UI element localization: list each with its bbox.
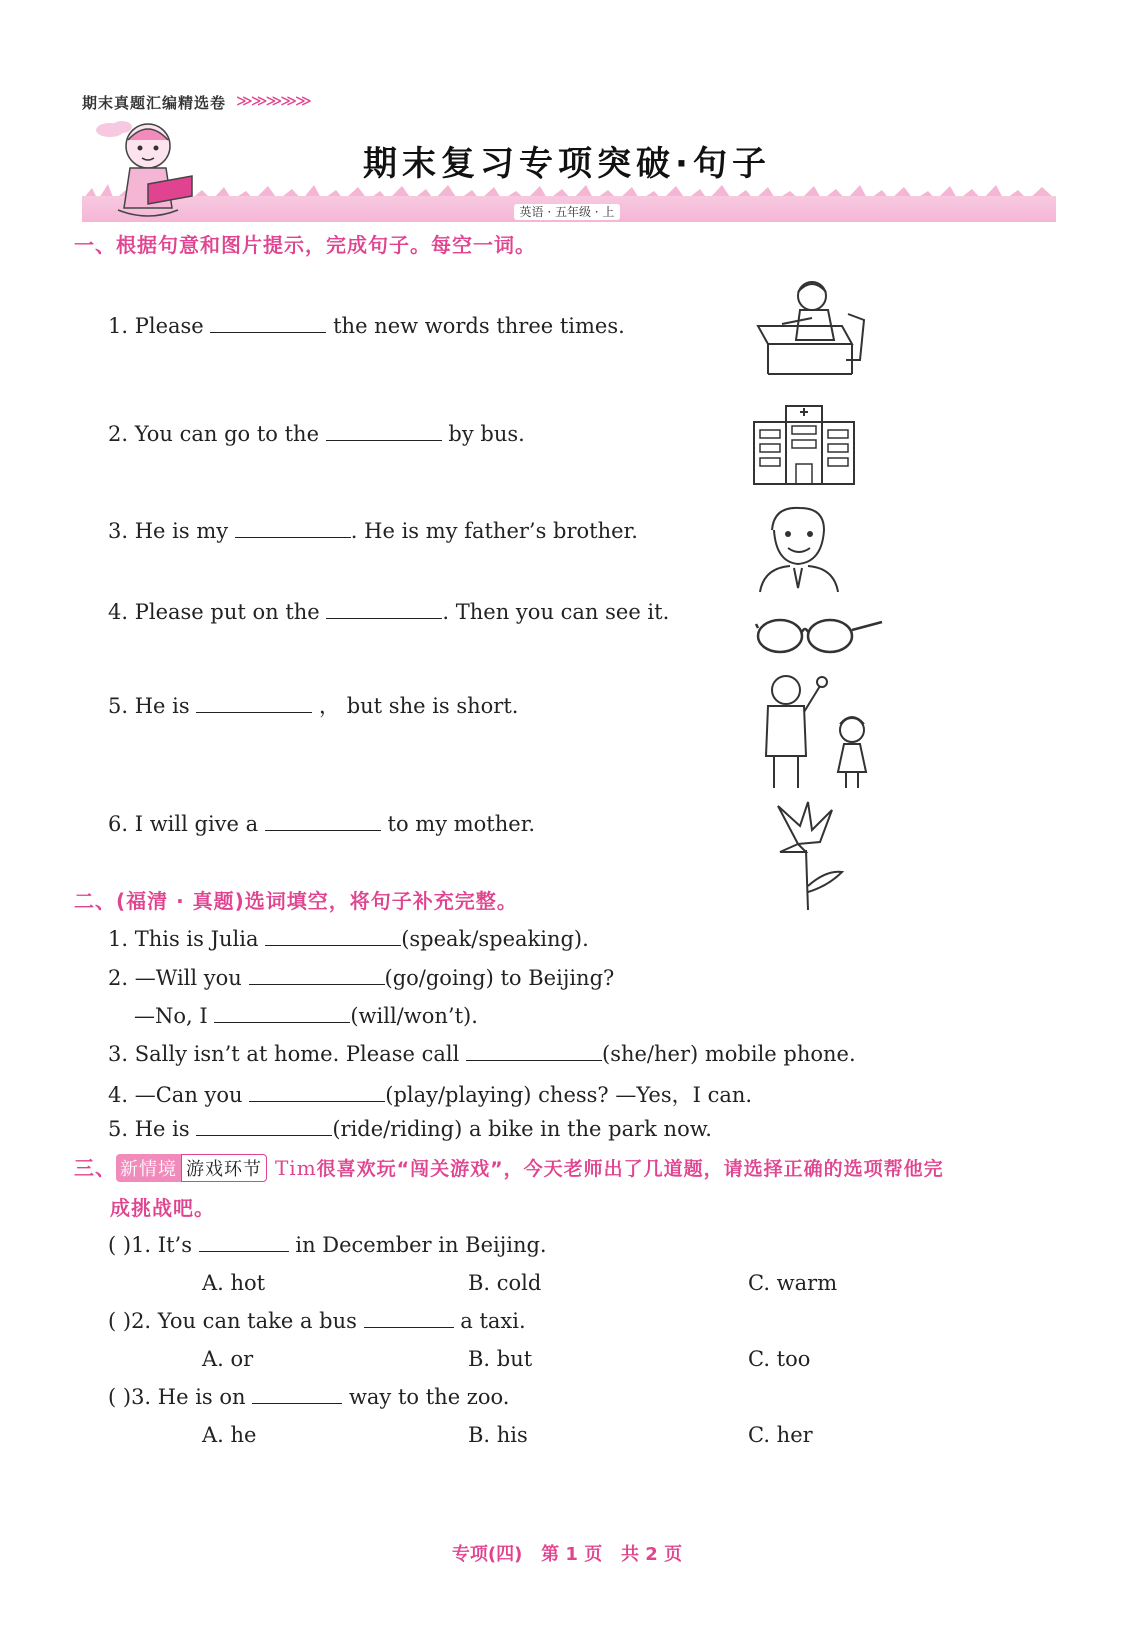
hospital-building-icon xyxy=(752,404,856,486)
s2-question-5: 5. He is (ride/riding) a bike in the park now. xyxy=(108,1117,712,1141)
answer-blank[interactable] xyxy=(199,1250,289,1252)
s3-q1-option-c[interactable]: C. warm xyxy=(748,1271,838,1295)
boy-writing-at-desk-icon xyxy=(752,274,870,386)
s3-q1-option-a[interactable]: A. hot xyxy=(202,1271,266,1295)
page-footer: 专项(四) 第 1 页 共 2 页 xyxy=(451,1544,683,1565)
answer-blank[interactable] xyxy=(210,331,326,333)
answer-blank[interactable] xyxy=(326,439,442,441)
s3-question-1: ( )1. It’s in December in Beijing. xyxy=(108,1233,547,1257)
new-context-tag: 新情境 xyxy=(116,1154,181,1182)
s2-question-1: 1. This is Julia (speak/speaking). xyxy=(108,927,589,951)
section-3-heading: 三、 新情境 游戏环节 Tim很喜欢玩“闯关游戏”，今天老师出了几道题，请选择正确的选项帮他完 xyxy=(74,1156,944,1180)
s1-question-2: 2. You can go to the by bus. xyxy=(108,422,525,446)
series-title: 期末真题汇编精选卷 xyxy=(82,94,227,112)
s2-question-4: 4. —Can you (play/playing) chess? —Yes，I can. xyxy=(108,1083,753,1107)
answer-blank[interactable] xyxy=(326,617,442,619)
answer-blank[interactable] xyxy=(196,1134,332,1136)
answer-blank[interactable] xyxy=(265,944,401,946)
s2-question-2-reply: —No, I (will/won’t). xyxy=(134,1004,478,1028)
s3-q2-option-c[interactable]: C. too xyxy=(748,1347,811,1371)
s1-question-6: 6. I will give a to my mother. xyxy=(108,812,536,836)
section-2-heading: 二、(福清 · 真题)选词填空，将句子补充完整。 xyxy=(74,889,518,913)
smiling-man-icon xyxy=(754,502,844,594)
s3-q2-option-a[interactable]: A. or xyxy=(202,1347,254,1371)
section-3-intro-continued: 成挑战吧。 xyxy=(110,1196,215,1220)
s3-q2-option-b[interactable]: B. but xyxy=(468,1347,533,1371)
s3-q3-option-a[interactable]: A. he xyxy=(202,1423,257,1447)
s3-q3-option-b[interactable]: B. his xyxy=(468,1423,528,1447)
grade-label: 英语 · 五年级 · 上 xyxy=(0,203,1134,220)
s3-question-3: ( )3. He is on way to the zoo. xyxy=(108,1385,510,1409)
flower-icon xyxy=(758,800,848,912)
s1-question-4: 4. Please put on the . Then you can see it. xyxy=(108,600,670,624)
chevron-decoration-icon: ≫≫≫≫≫ xyxy=(236,91,310,110)
answer-blank[interactable] xyxy=(249,1100,385,1102)
answer-blank[interactable] xyxy=(249,983,385,985)
s1-question-1: 1. Please the new words three times. xyxy=(108,314,625,338)
tall-man-and-short-girl-icon xyxy=(754,672,882,792)
answer-blank[interactable] xyxy=(235,536,351,538)
s1-question-3: 3. He is my . He is my father’s brother. xyxy=(108,519,638,543)
s1-question-5: 5. He is ， but she is short. xyxy=(108,694,519,718)
s3-q3-option-c[interactable]: C. her xyxy=(748,1423,813,1447)
s3-question-2: ( )2. You can take a bus a taxi. xyxy=(108,1309,526,1333)
answer-blank[interactable] xyxy=(364,1326,454,1328)
answer-blank[interactable] xyxy=(214,1021,350,1023)
s2-question-2: 2. —Will you (go/going) to Beijing? xyxy=(108,966,615,990)
s2-question-3: 3. Sally isn’t at home. Please call (she/her) mobile phone. xyxy=(108,1042,856,1066)
answer-blank[interactable] xyxy=(265,829,381,831)
answer-blank[interactable] xyxy=(466,1059,602,1061)
game-stage-tag: 游戏环节 xyxy=(181,1154,267,1182)
section-1-heading: 一、根据句意和图片提示，完成句子。每空一词。 xyxy=(74,233,536,257)
s3-q1-option-b[interactable]: B. cold xyxy=(468,1271,542,1295)
answer-blank[interactable] xyxy=(196,711,312,713)
page-title: 期末复习专项突破·句子 xyxy=(363,144,771,184)
answer-blank[interactable] xyxy=(252,1402,342,1404)
glasses-icon xyxy=(754,612,884,658)
